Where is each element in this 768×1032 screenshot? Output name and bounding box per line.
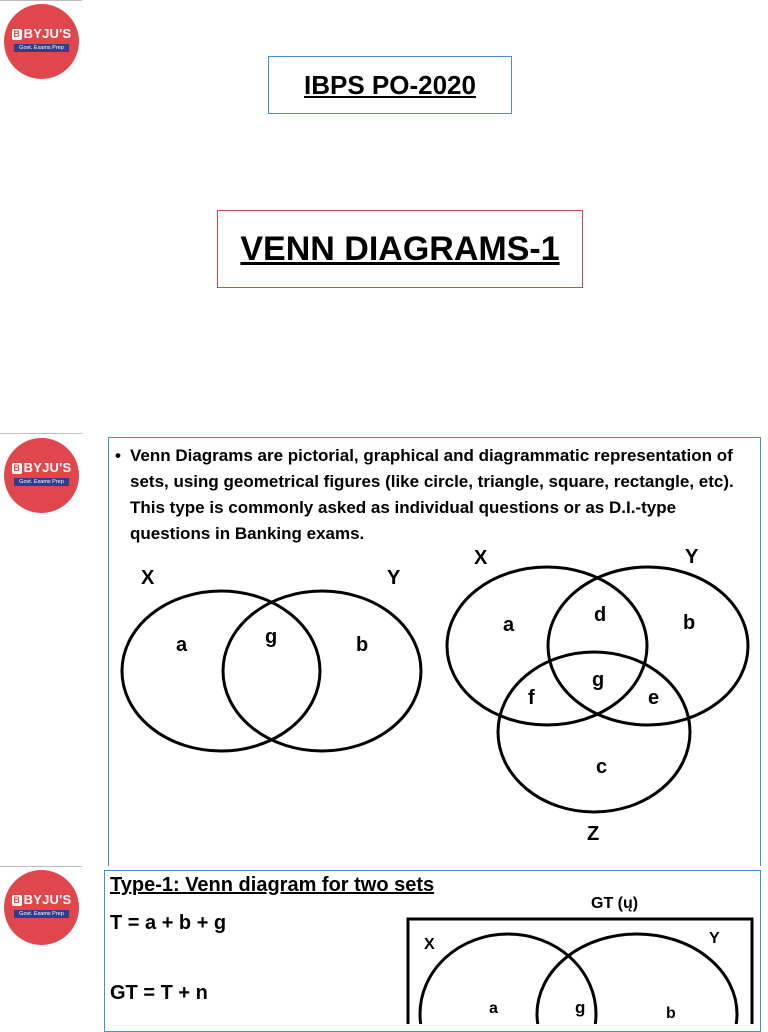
label-set-z-3: Z <box>587 823 600 845</box>
type1-label-region-g: g <box>575 998 586 1017</box>
logo-tagline: Govt. Exams Prep <box>14 478 69 486</box>
logo-brand: BYJU'S <box>23 892 72 907</box>
label-region-b-3: b <box>683 612 696 634</box>
label-region-a: a <box>176 634 188 656</box>
type1-label-set-x: X <box>424 936 435 953</box>
label-region-c-3: c <box>596 756 608 778</box>
type1-label-set-y: Y <box>709 930 720 947</box>
brand-mark: B <box>13 29 21 39</box>
bullet-point: • <box>115 446 121 465</box>
set-x-circle-type1 <box>420 934 596 1024</box>
logo-brand: BYJU'S <box>23 26 72 41</box>
topic-title-text: VENN DIAGRAMS-1 <box>240 230 560 268</box>
logo-tagline: Govt. Exams Prep <box>14 44 69 52</box>
label-region-d-3: d <box>594 604 607 626</box>
type1-label-region-a: a <box>489 1000 498 1017</box>
logo-tagline: Govt. Exams Prep <box>14 910 69 918</box>
brand-mark: B <box>13 463 21 473</box>
label-region-f-3: f <box>528 687 535 709</box>
logo-brand: BYJU'S <box>23 460 72 475</box>
formula-grand-total: GT = T + n <box>110 982 208 1004</box>
venn-definition-text: Venn Diagrams are pictorial, graphical and diagrammatic representation of sets, using geometrical figures (like circle, triangle, square, rectangle, etc). This type is commonly asked as individual questions or as D.I.-type questions in Banking exams. <box>130 446 734 543</box>
type1-label-region-b: b <box>666 1005 676 1022</box>
label-set-y-3: Y <box>685 546 699 568</box>
brand-mark: B <box>13 895 21 905</box>
label-region-a-3: a <box>503 614 515 636</box>
label-set-y: Y <box>387 567 401 589</box>
label-region-g-3: g <box>592 669 605 691</box>
label-region-b: b <box>356 634 369 656</box>
universe-label: GT (ų) <box>591 895 639 912</box>
type1-heading: Type-1: Venn diagram for two sets <box>110 874 435 896</box>
set-y-circle-type1 <box>537 934 737 1024</box>
label-set-x: X <box>141 567 155 589</box>
exam-title-text: IBPS PO-2020 <box>304 70 476 100</box>
formula-total: T = a + b + g <box>110 912 227 934</box>
label-set-x-3: X <box>474 547 488 569</box>
label-region-e-3: e <box>648 687 660 709</box>
label-region-g: g <box>265 626 278 648</box>
